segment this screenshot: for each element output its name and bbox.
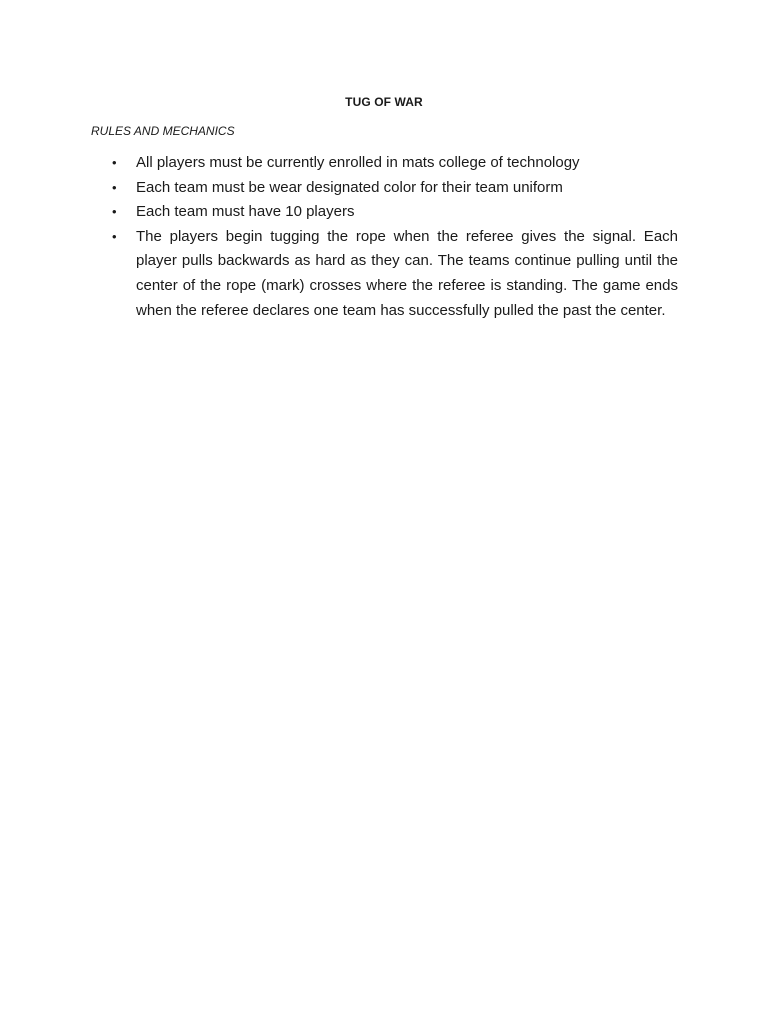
list-item	[108, 151, 678, 176]
list-item	[108, 200, 678, 225]
bullet-icon: •	[112, 155, 117, 170]
rule-text: Each team must have 10 players	[136, 203, 355, 221]
rule-text: All players must be currently enrolled in mats college of technology	[136, 154, 580, 171]
rule-text: The players begin tugging the rope when the referee gives the signal. Each player pulls backwards as hard as they can. The teams continue pulling until the center of the rope (mark) crosses where the referee is standing. The game ends when the referee declares one team has successfully pulled the past the center.	[136, 227, 678, 319]
section-heading: RULES AND MECHANICS	[91, 124, 235, 138]
bullet-icon: •	[112, 179, 117, 195]
rule-text: Each team must be wear designated color for their team uniform	[136, 178, 563, 196]
list-item	[108, 176, 678, 201]
list-item	[108, 225, 678, 323]
rules-list	[108, 151, 678, 323]
bullet-icon: •	[112, 204, 117, 220]
bullet-icon: •	[112, 228, 117, 244]
document-title: TUG OF WAR	[345, 95, 423, 109]
